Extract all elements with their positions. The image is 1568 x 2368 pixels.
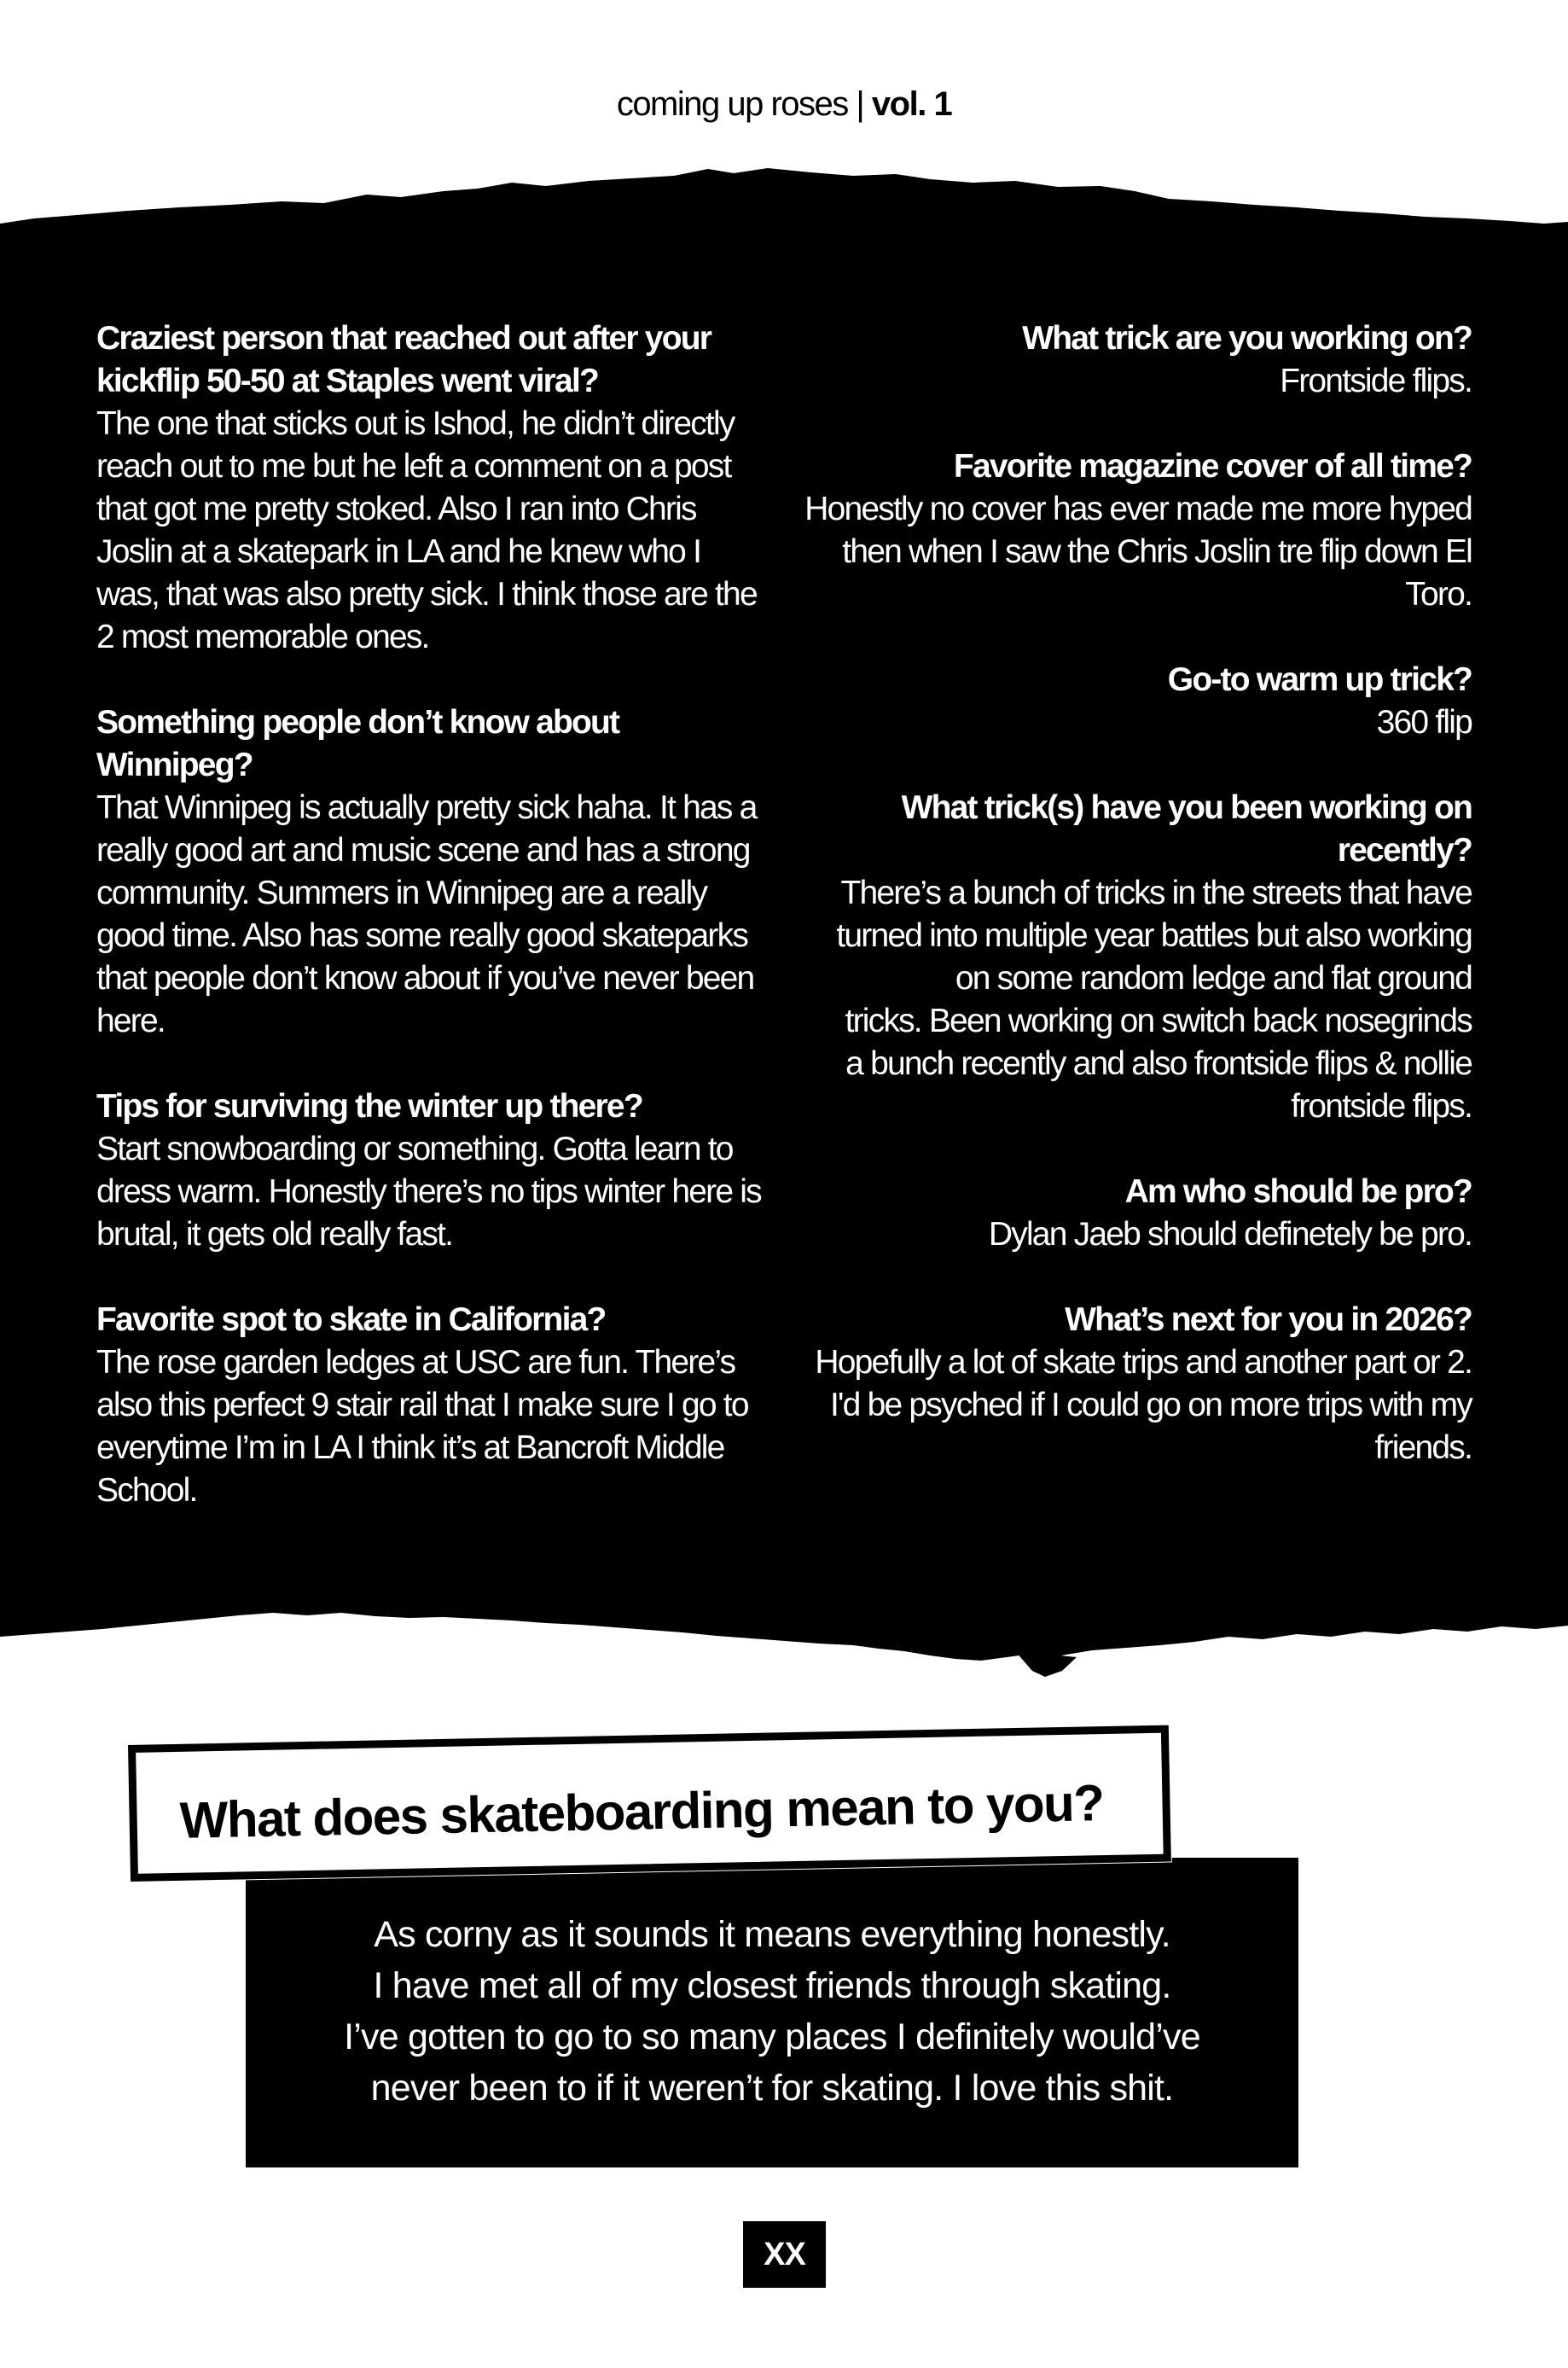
qa-item — [798, 1299, 1472, 1469]
interview-answer: There’s a bunch of tricks in the streets that have turned into multiple year battles but also working on some random ledge and flat ground tricks. Been working on switch back nosegrinds a bunch recently and also frontside flips & nollie frontside flips. — [836, 875, 1472, 1125]
qa-item — [96, 1085, 770, 1256]
interview-answer: Dylan Jaeb should definetely be pro. — [988, 1216, 1472, 1253]
feature-question: What does skateboarding mean to you? — [179, 1774, 1104, 1849]
qa-item — [798, 1171, 1472, 1256]
interview-question: Go-to warm up trick? — [1167, 661, 1472, 698]
magazine-title: coming up roses — [616, 85, 848, 123]
interview-answer: 360 flip — [1376, 704, 1472, 741]
interview-question: Craziest person that reached out after your kickflip 50-50 at Staples went viral? — [96, 320, 711, 399]
page-number: XX — [743, 2221, 826, 2288]
qa-item — [798, 445, 1472, 616]
interview-question: What trick(s) have you been working on recently? — [901, 789, 1472, 869]
interview-answer: The rose garden ledges at USC are fun. There’s also this perfect 9 stair rail that I make sure I go to everytime I’m in LA I think it’s at Bancroft Middle School. — [96, 1344, 748, 1509]
qa-item — [96, 701, 770, 1043]
right-column — [798, 317, 1472, 1512]
interview-question: Tips for surviving the winter up there? — [96, 1088, 642, 1125]
interview-question: Am who should be pro? — [1124, 1173, 1472, 1210]
interview-answer: Honestly no cover has ever made me more hyped then when I saw the Chris Joslin tre flip down El Toro. — [804, 491, 1472, 613]
qa-item — [96, 317, 770, 659]
interview-question: Something people don’t know about Winnipeg? — [96, 704, 619, 783]
feature-question-box — [128, 1725, 1171, 1882]
interview-answer: The one that sticks out is Ishod, he didn’t directly reach out to me but he left a comment on a post that got me pretty stoked. Also I ran into Chris Joslin at a skatepark in LA and he knew who I was, that was also pretty sick. I think those are the 2 most memorable ones. — [96, 405, 757, 655]
qa-item — [96, 1299, 770, 1512]
qa-item — [798, 659, 1472, 744]
interview-answer: Start snowboarding or something. Gotta learn to dress warm. Honestly there’s no tips winter here is brutal, it gets old really fast. — [96, 1131, 761, 1253]
volume-label: vol. 1 — [871, 85, 952, 123]
interview-question: Favorite spot to skate in California? — [96, 1301, 606, 1338]
qa-item — [798, 317, 1472, 403]
left-column — [96, 317, 770, 1555]
interview-answer: Hopefully a lot of skate trips and another part or 2. I'd be psyched if I could go on more trips with my friends. — [815, 1344, 1472, 1466]
feature-answer: As corny as it sounds it means everything honestly. I have met all of my closest friends through skating. I’ve gotten to go to so many places I definitely would’ve never been to if it weren’t for skating. I love this shit. — [344, 1914, 1200, 2109]
header-separator: | — [847, 85, 872, 123]
feature-answer-box — [246, 1858, 1298, 2167]
interview-answer: That Winnipeg is actually pretty sick haha. It has a really good art and music scene and has a strong community. Summers in Winnipeg are a really good time. Also has some really good skateparks that people don’t know about if you’ve never been here. — [96, 789, 757, 1039]
interview-answer: Frontside flips. — [1280, 363, 1472, 399]
interview-question: What’s next for you in 2026? — [1065, 1301, 1472, 1338]
interview-question: What trick are you working on? — [1022, 320, 1472, 357]
qa-item — [798, 787, 1472, 1128]
interview-question: Favorite magazine cover of all time? — [953, 448, 1472, 485]
